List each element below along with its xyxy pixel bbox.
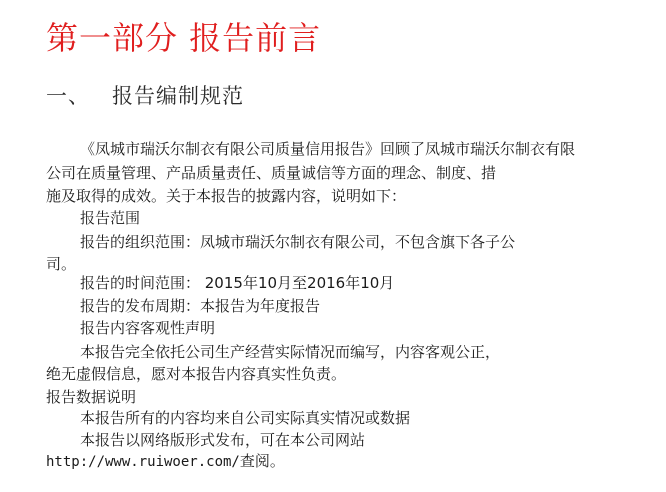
data-line-2: 本报告以网络版形式发布，可在本公司网站 bbox=[80, 431, 366, 449]
data-line-1: 本报告所有的内容均来自公司实际真实情况或数据 bbox=[80, 409, 411, 427]
intro-line-3: 施及取得的成效。关于本报告的披露内容，说明如下： bbox=[46, 187, 407, 205]
org-scope-line-1: 报告的组织范围：凤城市瑞沃尔制衣有限公司，不包含旗下各子公 bbox=[80, 233, 516, 251]
objectivity-line-2: 绝无虚假信息，愿对本报告内容真实性负责。 bbox=[46, 365, 347, 383]
section-title: 报告编制规范 bbox=[112, 84, 244, 108]
section-heading bbox=[46, 82, 244, 110]
org-scope-line-2: 司。 bbox=[46, 255, 77, 273]
intro-line-2: 公司在质量管理、产品质量责任、质量诚信等方面的理念、制度、措 bbox=[46, 164, 497, 182]
website-suffix: 查阅。 bbox=[239, 452, 285, 470]
objectivity-title: 报告内容客观性声明 bbox=[80, 319, 216, 337]
section-number: 一、 bbox=[46, 84, 90, 108]
page-title: 第一部分 报告前言 bbox=[46, 19, 322, 57]
data-title: 报告数据说明 bbox=[46, 388, 137, 406]
website-link[interactable]: http://www.ruiwoer.com/ bbox=[46, 454, 240, 470]
objectivity-line-1: 本报告完全依托公司生产经营实际情况而编写，内容客观公正， bbox=[80, 343, 501, 361]
time-scope: 报告的时间范围： 2015年10月至2016年10月 bbox=[80, 274, 395, 292]
scope-title: 报告范围 bbox=[80, 209, 141, 227]
website-line bbox=[46, 451, 285, 472]
intro-line-1: 《凤城市瑞沃尔制衣有限公司质量信用报告》回顾了凤城市瑞沃尔制衣有限 bbox=[80, 140, 576, 158]
release-cycle: 报告的发布周期：本报告为年度报告 bbox=[80, 297, 321, 315]
